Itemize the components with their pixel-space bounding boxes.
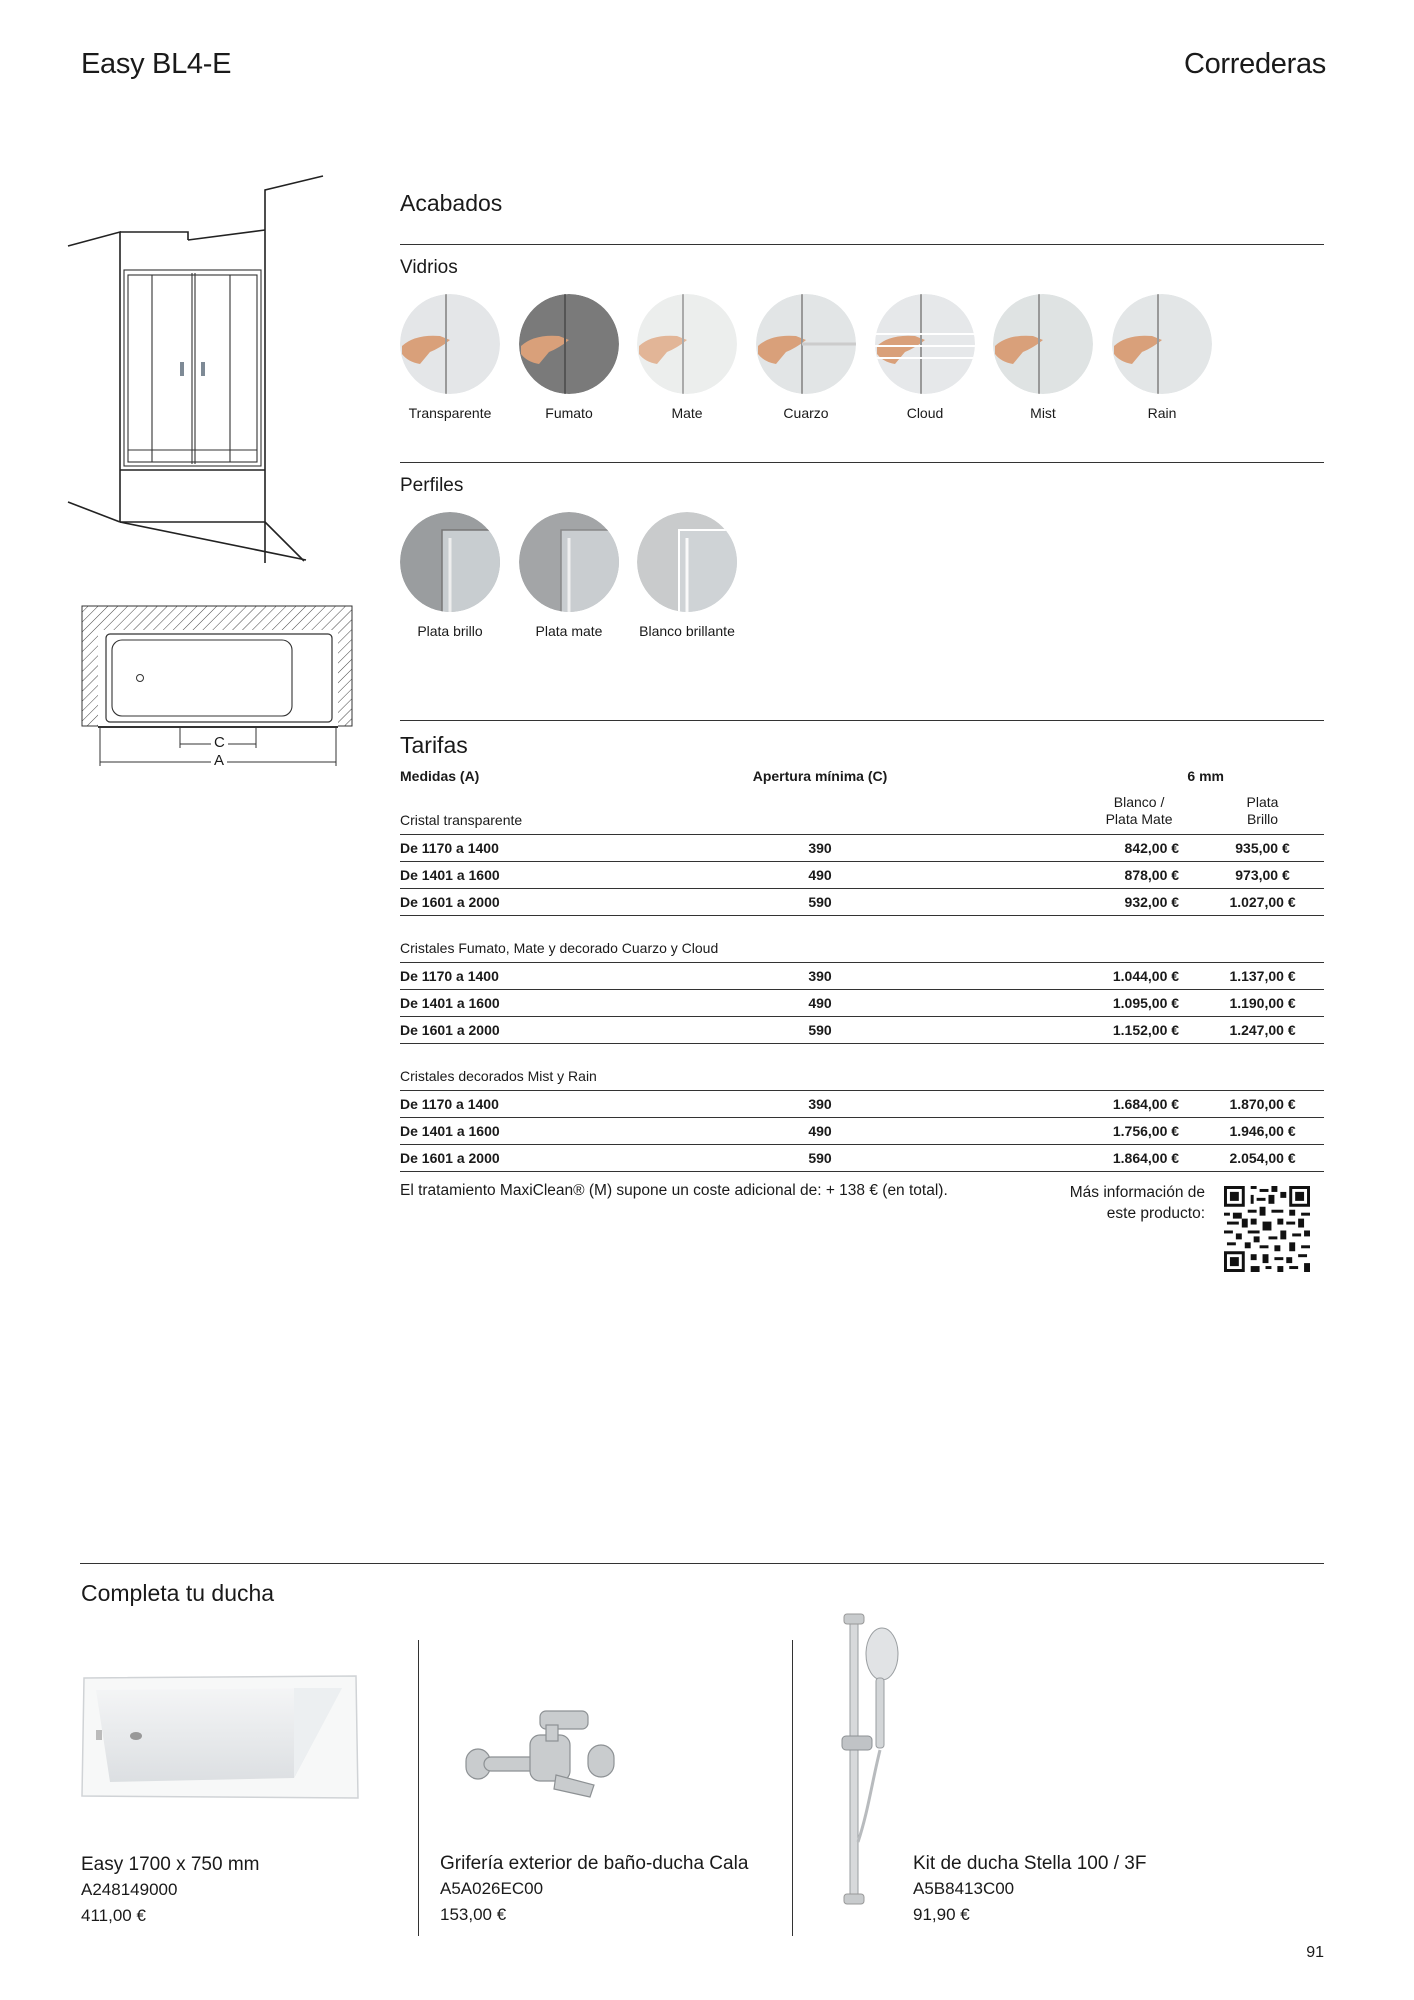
glass-label: Transparente: [408, 405, 492, 421]
category-title: Correderas: [1183, 48, 1326, 80]
glass-swatch[interactable]: [519, 294, 619, 394]
pricing-title: Tarifas: [400, 732, 468, 758]
profiles-title: Perfiles: [400, 475, 464, 496]
glass-label: Cloud: [906, 405, 944, 421]
glass-swatch[interactable]: [400, 294, 500, 394]
col-measures-header: Medidas (A): [400, 768, 480, 784]
glass-swatch[interactable]: [993, 294, 1093, 394]
pricing-table: [400, 764, 1324, 1172]
table-row: De 1601 a 2000 590 1.152,00 € 1.247,00 €: [400, 1017, 1324, 1044]
table-row: De 1401 a 1600 490 1.095,00 € 1.190,00 €: [400, 990, 1324, 1017]
product-price: 91,90 €: [913, 1905, 970, 1924]
faucet-image[interactable]: [460, 1705, 640, 1815]
complete-title: Completa tu ducha: [81, 1580, 275, 1606]
table-row: De 1170 a 1400 390 1.044,00 € 1.137,00 €: [400, 963, 1324, 990]
glass-swatch[interactable]: [875, 294, 975, 394]
glass-title: Vidrios: [400, 257, 458, 278]
product-name[interactable]: Easy 1700 x 750 mm: [81, 1854, 260, 1875]
profile-label: Blanco brillante: [639, 623, 735, 639]
col-white-header: Blanco / Plata Mate: [933, 788, 1201, 835]
product-name[interactable]: Grifería exterior de baño-ducha Cala: [440, 1853, 749, 1874]
col-silver-header: Plata Brillo: [1201, 788, 1324, 835]
glass-label: Mate: [671, 405, 703, 421]
profile-swatch[interactable]: [637, 512, 737, 612]
glass-label: Mist: [1030, 405, 1056, 421]
col-opening-header: Apertura mínima (C): [752, 768, 888, 784]
table-row: De 1601 a 2000 590 1.864,00 € 2.054,00 €: [400, 1145, 1324, 1172]
profile-label: Plata mate: [535, 623, 603, 639]
glass-label: Fumato: [545, 405, 593, 421]
more-info-label: Más información de este producto:: [1069, 1184, 1205, 1222]
product-code: A5A026EC00: [440, 1879, 544, 1898]
group-name: Cristal transparente: [400, 788, 707, 835]
profile-swatch[interactable]: [400, 512, 500, 612]
glass-label: Rain: [1147, 405, 1177, 421]
finishes-title: Acabados: [400, 190, 503, 216]
maxiclean-note: El tratamiento MaxiClean® (M) supone un coste adicional de: + 138 € (en total).: [400, 1182, 948, 1199]
table-row: De 1401 a 1600 490 878,00 € 973,00 €: [400, 862, 1324, 889]
product-price: 411,00 €: [81, 1906, 146, 1925]
divider: [80, 1563, 1324, 1564]
table-row: De 1170 a 1400 390 842,00 € 935,00 €: [400, 835, 1324, 862]
glass-swatch[interactable]: [1112, 294, 1212, 394]
qr-code[interactable]: [1224, 1186, 1310, 1272]
dimension-a-label: A: [211, 752, 227, 769]
profile-swatch[interactable]: [519, 512, 619, 612]
glass-swatch[interactable]: [756, 294, 856, 394]
divider: [400, 462, 1324, 463]
page-title: Easy BL4-E: [81, 48, 232, 80]
divider: [400, 244, 1324, 245]
glass-label: Cuarzo: [783, 405, 829, 421]
bathtub-image[interactable]: [80, 1670, 362, 1804]
column-divider: [792, 1640, 793, 1936]
product-code: A5B8413C00: [913, 1879, 1015, 1898]
profile-label: Plata brillo: [417, 623, 483, 639]
product-name[interactable]: Kit de ducha Stella 100 / 3F: [913, 1853, 1147, 1874]
product-code: A248149000: [81, 1880, 178, 1899]
shower-kit-image[interactable]: [832, 1612, 902, 1912]
group-name: Cristales decorados Mist y Rain: [400, 1044, 1324, 1091]
divider: [400, 720, 1324, 721]
glass-swatch[interactable]: [637, 294, 737, 394]
group-name: Cristales Fumato, Mate y decorado Cuarzo y Cloud: [400, 916, 1324, 963]
column-divider: [418, 1640, 419, 1936]
product-price: 153,00 €: [440, 1905, 507, 1924]
table-row: De 1170 a 1400 390 1.684,00 € 1.870,00 €: [400, 1091, 1324, 1118]
table-row: De 1401 a 1600 490 1.756,00 € 1.946,00 €: [400, 1118, 1324, 1145]
shower-screen-drawing: [60, 170, 350, 570]
dimension-c-label: C: [211, 734, 228, 751]
col-thickness-header: 6 mm: [1187, 768, 1224, 784]
table-row: De 1601 a 2000 590 932,00 € 1.027,00 €: [400, 889, 1324, 916]
page-number: 91: [1306, 1944, 1324, 1961]
